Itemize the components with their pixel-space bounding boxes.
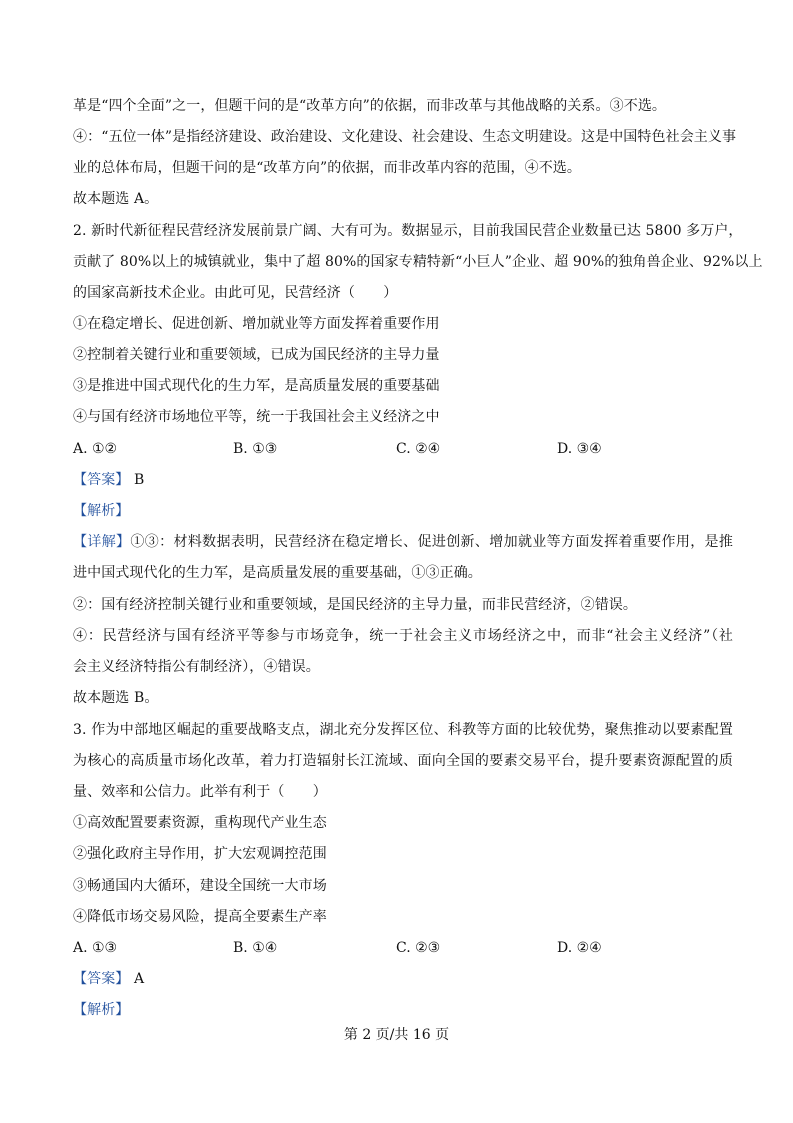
question-3-choice: ②强化政府主导作用，扩大宏观调控范围 <box>73 846 327 862</box>
q3-analysis-heading <box>73 1000 733 1020</box>
q2-detail: ④：民营经济与国有经济平等参与市场竞争，统一于社会主义市场经济之中，而非“社会主义经济”（社 <box>73 628 733 644</box>
question-3-stem: 3. 作为中部地区崛起的重要战略支点，湖北充分发挥区位、科教等方面的比较优势，聚焦推动以要素配置 <box>73 722 733 738</box>
text-line: ④：“五位一体”是指经济建设、政治建设、文化建设、社会建设、生态文明建设。这是中国特色社会主义事 <box>73 129 737 145</box>
q2-detail: ②：国有经济控制关键行业和重要领域，是国民经济的主导力量，而非民营经济，②错误。 <box>73 597 637 613</box>
question-2-stem: 贡献了 80%以上的城镇就业，集中了超 80%的国家专精特新“小巨人”企业、超 90%的独角兽企业、92%以上 <box>73 254 763 270</box>
detail-tag: 【详解】 <box>73 534 131 550</box>
text-line: 革是“四个全面”之一，但题干问的是“改革方向”的依据，而非改革与其他战略的关系。③不选。 <box>73 98 667 114</box>
q2-option-c: C. ②④ <box>396 441 441 457</box>
q2-option-d: D. ③④ <box>557 441 602 457</box>
q2-detail: 故本题选 B。 <box>73 690 159 706</box>
question-3-choice: ④降低市场交易风险，提高全要素生产率 <box>73 909 327 925</box>
q3-option-c: C. ②③ <box>396 940 441 956</box>
question-2-choice: ③是推进中国式现代化的生力军，是高质量发展的重要基础 <box>73 378 440 394</box>
q2-analysis-heading <box>73 501 733 521</box>
q2-option-a: A. ①② <box>73 441 118 457</box>
question-3-stem: 量、效率和公信力。此举有利于（ ） <box>73 784 327 800</box>
text-line: 故本题选 A。 <box>73 191 159 207</box>
q3-option-d: D. ②④ <box>557 940 602 956</box>
answer-value: A <box>133 971 145 987</box>
question-2-choice: ④与国有经济市场地位平等，统一于我国社会主义经济之中 <box>73 409 440 425</box>
answer-tag: 【答案】 <box>73 472 130 488</box>
question-2-stem: 的国家高新技术企业。由此可见，民营经济（ ） <box>73 285 398 301</box>
q2-option-b: B. ①③ <box>233 441 278 457</box>
q2-detail <box>73 532 733 552</box>
q3-answer <box>73 969 733 989</box>
question-3-choice: ①高效配置要素资源，重构现代产业生态 <box>73 815 327 831</box>
q3-option-b: B. ①④ <box>233 940 278 956</box>
q2-detail: 会主义经济特指公有制经济），④错误。 <box>73 659 320 675</box>
answer-value: B <box>133 472 145 488</box>
analysis-tag: 【解析】 <box>73 503 130 519</box>
question-2-choice: ①在稳定增长、促进创新、增加就业等方面发挥着重要作用 <box>73 316 440 332</box>
q3-option-a: A. ①③ <box>73 940 118 956</box>
analysis-tag: 【解析】 <box>73 1002 130 1018</box>
detail-text: ①③：材料数据表明，民营经济在稳定增长、促进创新、增加就业等方面发挥着重要作用，是推 <box>130 534 733 550</box>
question-3-choice: ③畅通国内大循环，建设全国统一大市场 <box>73 878 327 894</box>
q2-answer <box>73 470 733 490</box>
question-2-stem: 2. 新时代新征程民营经济发展前景广阔、大有可为。数据显示，目前我国民营企业数量已达 5800 多万户， <box>73 223 743 239</box>
page-footer: 第 2 页/共 16 页 <box>343 1027 450 1043</box>
text-line: 业的总体布局，但题干问的是“改革方向”的依据，而非改革内容的范围，④不选。 <box>73 160 582 176</box>
question-2-choice: ②控制着关键行业和重要领域，已成为国民经济的主导力量 <box>73 347 440 363</box>
answer-tag: 【答案】 <box>73 971 130 987</box>
q2-detail: 进中国式现代化的生力军，是高质量发展的重要基础，①③正确。 <box>73 565 482 581</box>
question-3-stem: 为核心的高质量市场化改革，着力打造辐射长江流域、面向全国的要素交易平台，提升要素资源配置的质 <box>73 753 733 769</box>
